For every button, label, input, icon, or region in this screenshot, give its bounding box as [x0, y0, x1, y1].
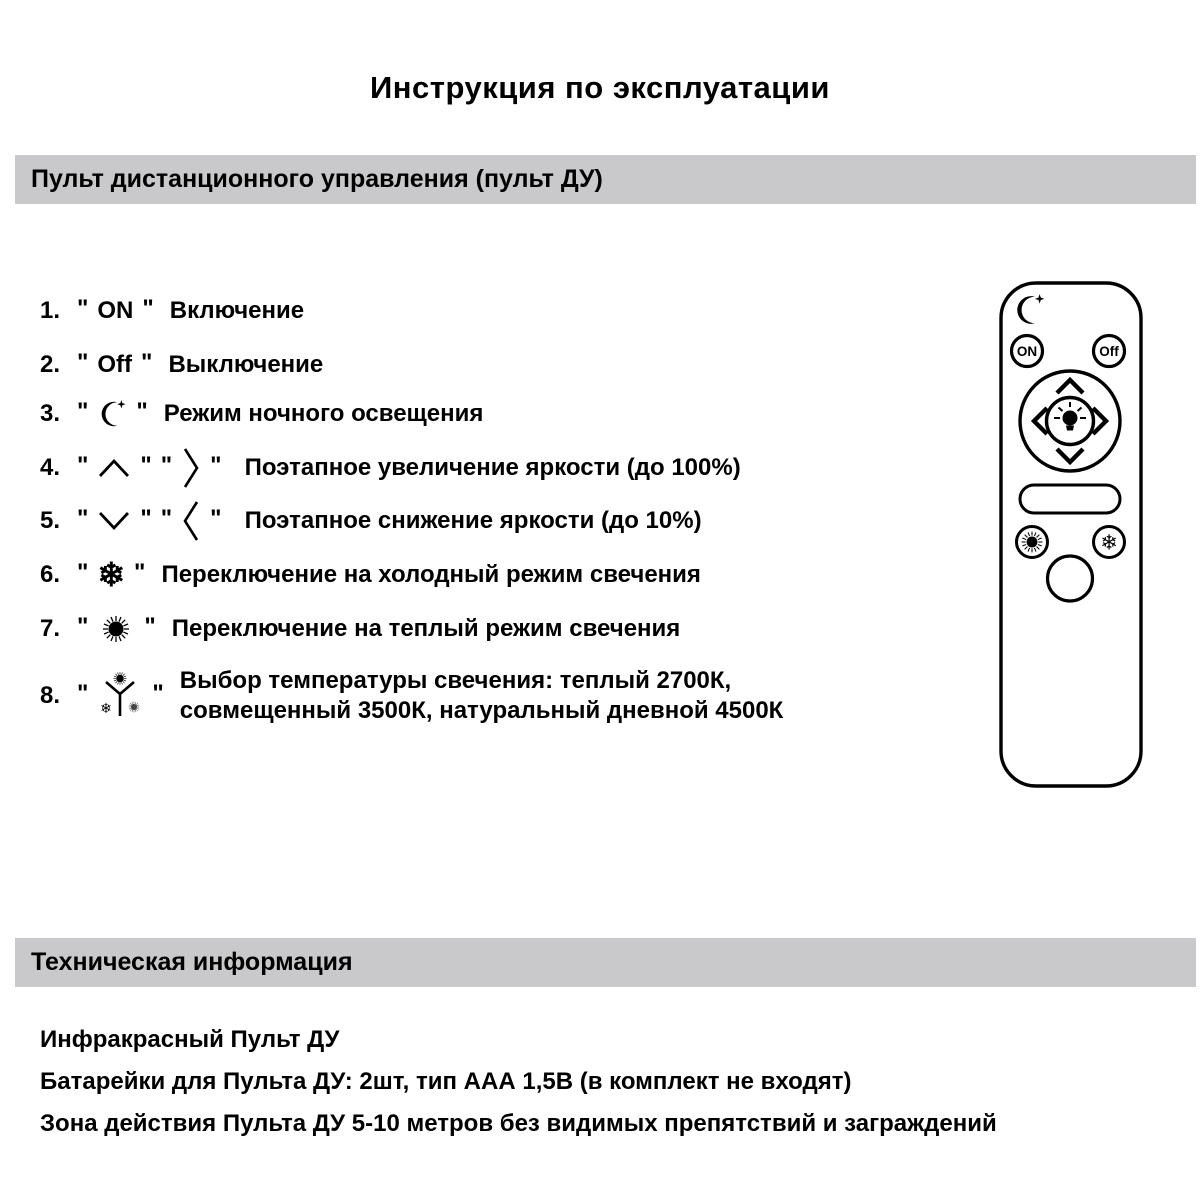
off-button-text: Off — [97, 351, 133, 378]
tech-line-remote-type: Инфракрасный Пульт ДУ — [40, 1026, 340, 1053]
section-header-tech — [15, 938, 1196, 987]
list-item-color-temperature — [40, 665, 783, 727]
section-header-remote — [15, 155, 1196, 204]
on-button-text: ON — [97, 297, 134, 324]
list-item-brightness-up — [40, 446, 741, 490]
item-label: Выбор температуры свечения: теплый 2700К, совмещенный 3500К, натуральный дневной 4500К — [179, 667, 784, 724]
quote-mark: " — [77, 505, 89, 532]
item-label: Включение — [169, 297, 305, 324]
item-number: 3. — [40, 400, 61, 427]
quote-mark: " — [160, 452, 173, 479]
quote-mark: " — [77, 559, 89, 586]
item-label: Переключение на теплый режим свечения — [171, 615, 681, 642]
list-item-brightness-down — [40, 499, 702, 543]
item-label: Выключение — [168, 351, 324, 378]
snowflake-icon: ❄ — [97, 554, 126, 594]
item-label: Поэтапное снижение яркости (до 10%) — [244, 507, 702, 534]
quote-mark: " — [77, 452, 89, 479]
list-item-off — [40, 343, 323, 387]
tech-line-batteries: Батарейки для Пульта ДУ: 2шт, тип ААА 1,5В (в комплект не входят) — [40, 1068, 852, 1095]
quote-mark: " — [77, 398, 89, 425]
item-label: Режим ночного освещения — [163, 400, 484, 427]
quote-mark: " — [210, 452, 222, 479]
list-item-cold-mode — [40, 553, 701, 597]
quote-mark: " — [134, 559, 146, 586]
item-number: 6. — [40, 561, 61, 588]
quote-mark: " — [142, 295, 154, 322]
list-item-warm-mode — [40, 607, 680, 651]
quote-mark: " — [160, 505, 173, 532]
section-header-remote-label: Пульт дистанционного управления (пульт ДУ) — [31, 165, 603, 193]
svg-text:ON: ON — [1016, 344, 1038, 359]
chevron-up-icon — [97, 457, 131, 479]
moon-icon — [97, 399, 127, 429]
list-item-on — [40, 289, 304, 333]
quote-mark: " — [77, 613, 89, 640]
chevron-down-icon — [97, 510, 131, 532]
quote-mark: " — [77, 680, 89, 707]
quote-mark: " — [141, 349, 153, 376]
item-number: 2. — [40, 351, 61, 378]
item-label: Поэтапное увеличение яркости (до 100%) — [244, 454, 741, 481]
mini-snowflake-icon: ❄ — [100, 701, 113, 717]
item-number: 5. — [40, 507, 61, 534]
quote-mark: " — [144, 613, 156, 640]
item-number: 8. — [40, 682, 61, 709]
sun-icon — [97, 610, 135, 648]
list-item-night-mode — [40, 392, 483, 436]
chevron-left-icon — [181, 499, 201, 543]
item-number: 1. — [40, 297, 61, 324]
section-header-tech-label: Техническая информация — [31, 948, 353, 976]
item-label: Переключение на холодный режим свечения — [161, 561, 701, 588]
quote-mark: " — [136, 398, 148, 425]
page-title: Инструкция по эксплуатации — [370, 70, 830, 105]
item-number: 7. — [40, 615, 61, 642]
chevron-right-icon — [181, 446, 201, 490]
quote-mark: " — [77, 295, 89, 322]
remote-control-drawing — [999, 281, 1143, 789]
technical-info — [40, 1026, 997, 1152]
color-temperature-icon — [97, 672, 143, 720]
svg-text:Off: Off — [1099, 344, 1119, 359]
snowflake-icon: ❄ — [1100, 530, 1118, 555]
quote-mark: " — [140, 452, 152, 479]
quote-mark: " — [210, 505, 222, 532]
tech-line-range: Зона действия Пульта ДУ 5-10 метров без видимых препятствий и заграждений — [40, 1110, 997, 1137]
quote-mark: " — [77, 349, 89, 376]
quote-mark: " — [152, 680, 164, 707]
item-number: 4. — [40, 454, 61, 481]
quote-mark: " — [140, 505, 152, 532]
